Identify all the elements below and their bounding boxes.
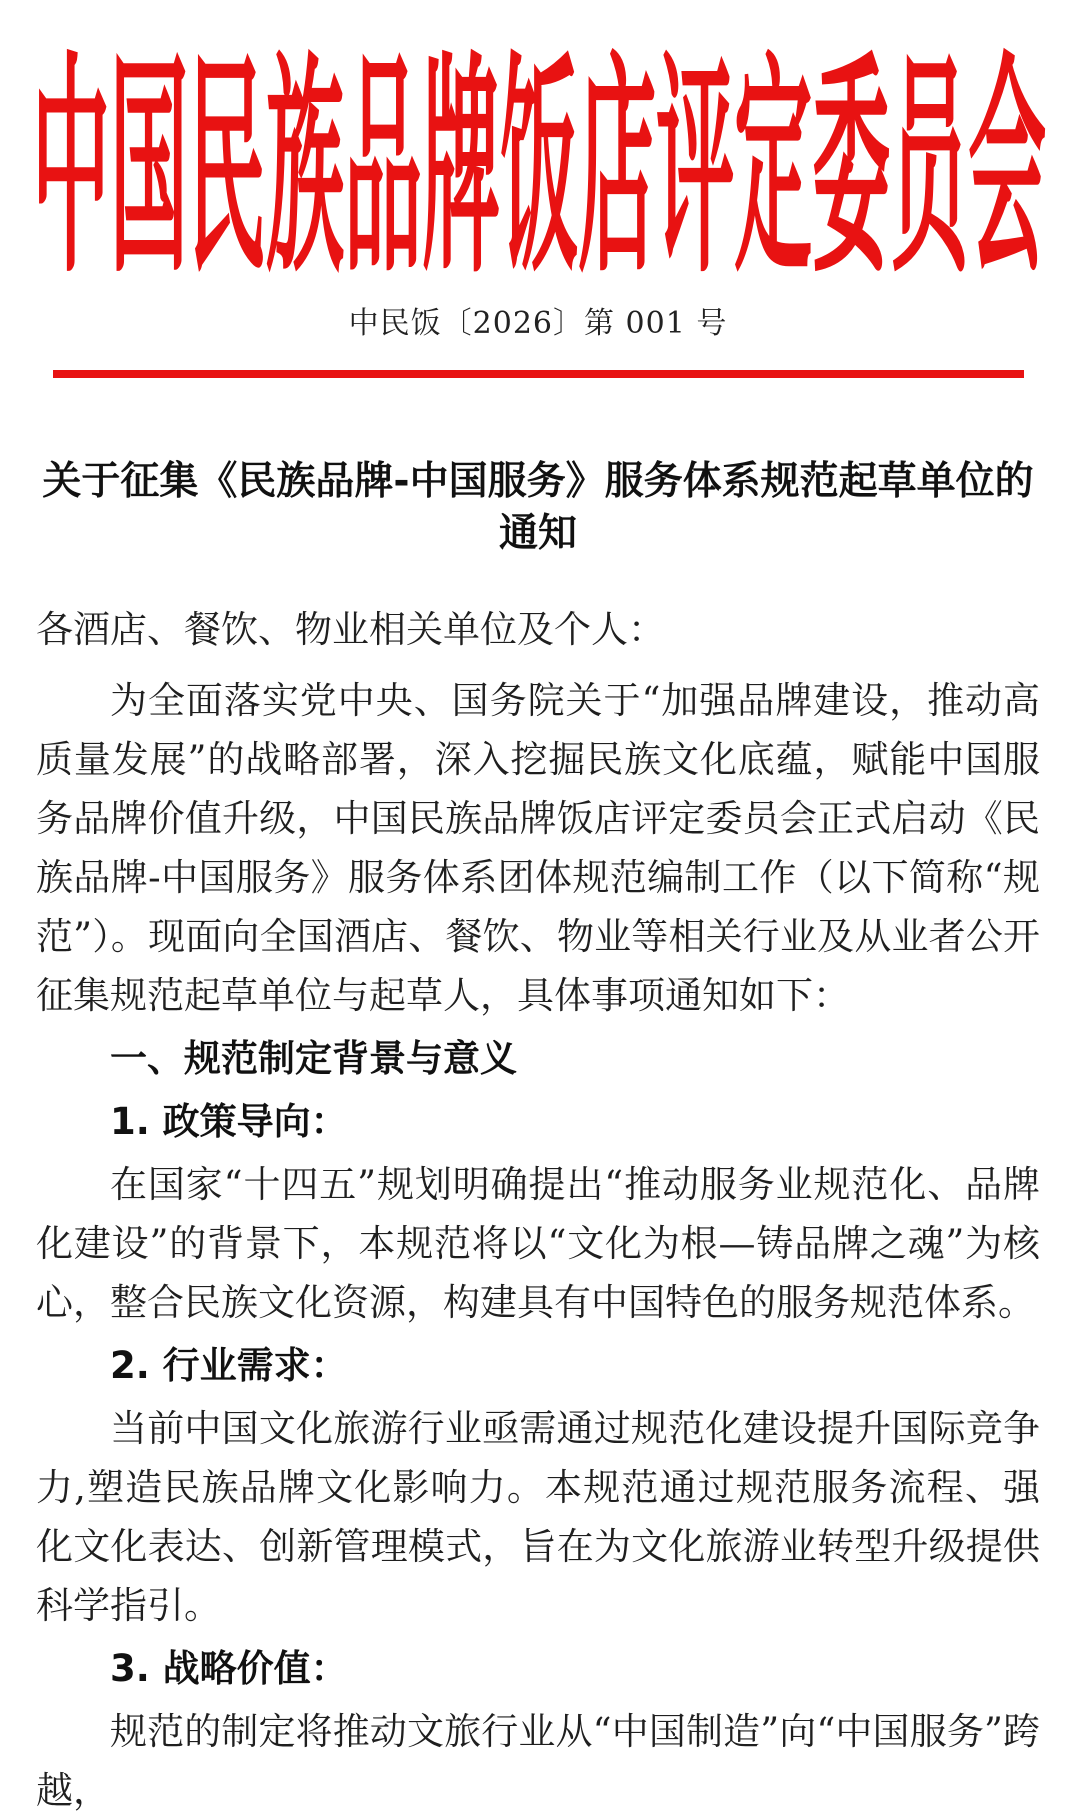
masthead-char: 员 — [890, 33, 969, 306]
masthead-char: 会 — [968, 33, 1047, 306]
masthead-char: 民 — [188, 33, 267, 306]
paragraph: 当前中国文化旅游行业亟需通过规范化建设提升国际竞争力,塑造民族品牌文化影响力。本规范通过规范服务流程、强化文化表达、创新管理模式，旨在为文化旅游业转型升级提供科学指引。 — [36, 1407, 1040, 1627]
masthead-char: 国 — [110, 33, 189, 306]
org-title — [32, 33, 1047, 306]
masthead — [32, 33, 1047, 306]
masthead-char: 店 — [578, 33, 657, 306]
masthead-char: 定 — [734, 33, 813, 306]
doc-number: 中民饭〔2026〕第 001 号 — [348, 306, 728, 341]
document-body — [36, 671, 1040, 1820]
masthead-char: 评 — [656, 33, 735, 306]
masthead-char: 族 — [266, 33, 345, 306]
section-heading: 一、规范制定背景与意义 — [110, 1037, 517, 1080]
masthead-char: 饭 — [500, 33, 579, 306]
masthead-char: 中 — [32, 33, 111, 306]
section-heading: 3. 战略价值： — [110, 1647, 348, 1690]
section-heading: 1. 政策导向： — [110, 1100, 348, 1143]
paragraph: 为全面落实党中央、国务院关于“加强品牌建设，推动高质量发展”的战略部署，深入挖掘民族文化底蕴，赋能中国服务品牌价值升级，中国民族品牌饭店评定委员会正式启动《民族品牌-中国服务》服务体系团体规范编制工作（以下简称“规范”）。现面向全国酒店、餐饮、物业等相关行业及从业者公开征集规范起草单位与起草人，具体事项通知如下： — [36, 679, 1040, 1017]
masthead-char: 品 — [344, 33, 423, 306]
document-title: 关于征集《民族品牌-中国服务》服务体系规范起草单位的通知 — [42, 459, 1034, 556]
paragraph: 在国家“十四五”规划明确提出“推动服务业规范化、品牌化建设”的背景下，本规范将以“文化为根—铸品牌之魂”为核心，整合民族文化资源，构建具有中国特色的服务规范体系。 — [36, 1163, 1040, 1324]
masthead-char: 牌 — [422, 33, 501, 306]
section-heading: 2. 行业需求： — [110, 1344, 348, 1387]
red-divider-line — [53, 370, 1024, 378]
masthead-char: 委 — [812, 33, 891, 306]
paragraph: 规范的制定将推动文旅行业从“中国制造”向“中国服务”跨越， — [36, 1710, 1040, 1812]
salutation: 各酒店、餐饮、物业相关单位及个人： — [36, 608, 665, 651]
